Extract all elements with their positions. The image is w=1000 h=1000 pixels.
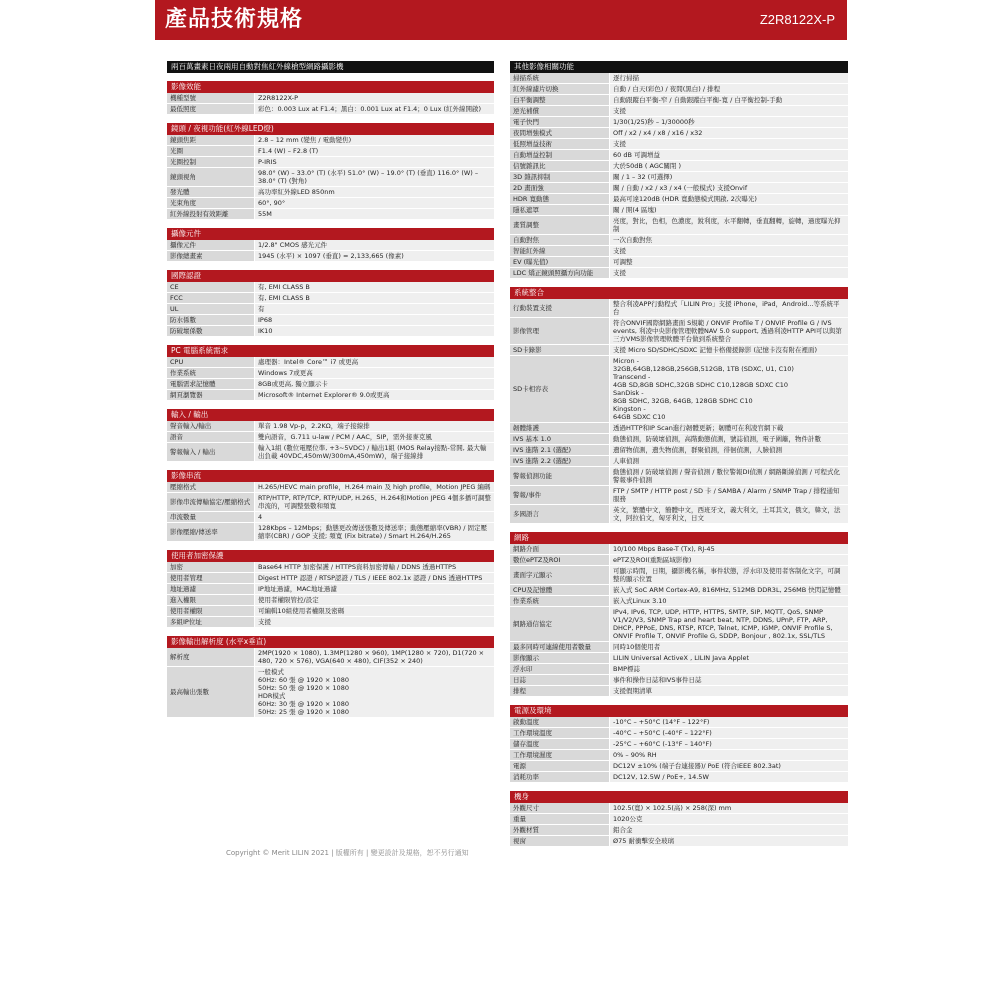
spec-label: 作業系統: [167, 368, 255, 378]
spec-value: 支援: [258, 618, 271, 626]
spec-row: [167, 198, 494, 209]
spec-label: 作業系統: [510, 596, 610, 606]
spec-label: 工作環境溫度: [510, 728, 610, 738]
spec-label: 紅外線投射有效距離: [167, 209, 255, 219]
spec-row: [510, 84, 848, 95]
spec-row: [510, 345, 848, 356]
section-title: 輸入 / 輸出: [167, 409, 494, 421]
spec-value: 亮度，對比，色相，色濃度，銳利度，水平翻轉，垂直翻轉，旋轉，過度曝光抑制: [613, 217, 841, 233]
spec-value: 支援: [613, 247, 626, 255]
spec-row: [510, 596, 848, 607]
spec-value: 可調整: [613, 258, 633, 266]
spec-row: [510, 664, 848, 675]
spec-row: [510, 257, 848, 268]
section-title: 使用者加密保護: [167, 550, 494, 562]
spec-row: [510, 172, 848, 183]
spec-section: [167, 345, 494, 401]
spec-row: [510, 194, 848, 205]
spec-value: DC12V ±10% (端子台連接器)/ PoE (符合IEEE 802.3at): [613, 762, 781, 770]
spec-value: 自動跟蹤白平衡-窄 / 自動跟蹤白平衡-寬 / 白平衡控制-手動: [613, 96, 783, 104]
spec-value: LILIN Universal ActiveX , LILIN Java Applet: [613, 654, 750, 662]
spec-value: 支援假期清單: [613, 687, 652, 695]
spec-value: 1945 (水平) × 1097 (垂直) = 2,133,665 (像素): [258, 252, 404, 260]
spec-row: [510, 139, 848, 150]
spec-value: 支援: [613, 107, 626, 115]
spec-row: [510, 456, 848, 467]
spec-label: 最低照度: [167, 104, 255, 114]
spec-label: 使用者管理: [167, 573, 255, 583]
spec-label: 電子快門: [510, 117, 610, 127]
spec-label: 網路介面: [510, 544, 610, 554]
spec-label: 防水係數: [167, 315, 255, 325]
section-title: PC 電腦系統需求: [167, 345, 494, 357]
spec-value: ePTZ及ROI(重點區域影像): [613, 556, 692, 564]
spec-row: [510, 356, 848, 423]
section-title: 影像串流: [167, 470, 494, 482]
spec-value: 逐行掃描: [613, 74, 639, 82]
section-title: 攝像元件: [167, 228, 494, 240]
spec-value: IP地址過濾，MAC地址過濾: [258, 585, 337, 593]
spec-row: [510, 318, 848, 345]
spec-row: [510, 150, 848, 161]
spec-row: [510, 445, 848, 456]
spec-value: 128Kbps – 12Mbps；動態更改傳送張數及傳送率；動態壓縮率(VBR) / 固定壓縮率(CBR) / GOP 支援; 頻寬 (Fix bitrate) / Smart H.264/H.265: [258, 524, 488, 540]
spec-value: Base64 HTTP 加密保護 / HTTPS資料加密傳輸 / DDNS 透過HTTPS: [258, 563, 457, 571]
spec-value: 支援 Micro SD/SDHC/SDXC 記憶卡格備援錄影 (記憶卡沒有附在裡面): [613, 346, 818, 354]
spec-label: 串流數量: [167, 512, 255, 522]
spec-section: [167, 636, 494, 718]
spec-row: [167, 432, 494, 443]
spec-value: BMP標誌: [613, 665, 640, 673]
spec-row: [167, 368, 494, 379]
right-spec-column: [510, 61, 848, 855]
spec-value: 大於50dB ( AGC關閉 ): [613, 162, 682, 170]
section-title: 影像效能: [167, 81, 494, 93]
spec-value: 有: [258, 305, 265, 313]
spec-row: [167, 293, 494, 304]
spec-label: EV (曝光值): [510, 257, 610, 267]
section-title: 鏡頭 / 夜視功能(紅外線LED燈): [167, 123, 494, 135]
spec-label: SD卡錄影: [510, 345, 610, 355]
spec-label: 防破壞係數: [167, 326, 255, 336]
spec-row: [167, 512, 494, 523]
spec-value: 動態偵測 / 防破壞偵測 / 聲音偵測 / 數位警報DI偵測 / 網路斷線偵測 / 可程式化警報事件偵測: [613, 468, 841, 484]
spec-value: 支援: [613, 269, 626, 277]
spec-label: HDR 寬動態: [510, 194, 610, 204]
spec-row: [167, 251, 494, 262]
spec-value: 關 / 1 – 32 (可選擇): [613, 173, 673, 181]
spec-value: FTP / SMTP / HTTP post / SD 卡 / SAMBA / Alarm / SNMP Trap / 排程通知服務: [613, 487, 840, 503]
spec-row: [167, 443, 494, 462]
spec-value: 4: [258, 513, 263, 521]
spec-row: [167, 304, 494, 315]
section-title: 電源及環境: [510, 705, 848, 717]
spec-value: 透過HTTP和IP Scan進行韌體更新；韌體可在利凌官網下載: [613, 424, 784, 432]
spec-label: 工作環境濕度: [510, 750, 610, 760]
spec-value: 雙向語音，G.711 u-law / PCM / AAC，SIP，需外接麥克風: [258, 433, 432, 441]
spec-row: [510, 95, 848, 106]
spec-row: [510, 205, 848, 216]
spec-label: 自動增益控制: [510, 150, 610, 160]
spec-label: 多國語言: [510, 505, 610, 523]
spec-label: 3D 雜訊抑制: [510, 172, 610, 182]
spec-value: Digest HTTP 認證 / RTSP認證 / TLS / IEEE 802.1x 認證 / DNS 透過HTTPS: [258, 574, 483, 582]
spec-label: 影像管理: [510, 318, 610, 344]
spec-value: Windows 7或更高: [258, 369, 313, 377]
spec-value: 1020公克: [613, 815, 643, 823]
page-header: [155, 0, 847, 40]
spec-label: 數位ePTZ及ROI: [510, 555, 610, 565]
spec-label: 行動裝置支援: [510, 299, 610, 317]
spec-value: 關 / 自動 / x2 / x3 / x4 (一般模式) 支援Onvif: [613, 184, 748, 192]
spec-label: 影像總畫素: [167, 251, 255, 261]
spec-label: 電腦需求記憶體: [167, 379, 255, 389]
spec-label: 聲音輸入/輸出: [167, 421, 255, 431]
spec-label: 警報偵測功能: [510, 467, 610, 485]
spec-value: 鋁合金: [613, 826, 633, 834]
spec-value: Microsoft® Internet Explorer® 9.0或更高: [258, 391, 390, 399]
spec-row: [510, 117, 848, 128]
spec-value: 支援: [613, 140, 626, 148]
section-title: 影像輸出解析度 (水平x垂直): [167, 636, 494, 648]
spec-section: [167, 409, 494, 462]
spec-section: [167, 123, 494, 220]
spec-value: 2MP(1920 × 1080), 1.3MP(1280 × 960), 1MP(1280 × 720), D1(720 × 480, 720 × 576), VGA(640 × 480), CIF(352 × 240): [258, 649, 485, 665]
spec-label: 畫質調整: [510, 216, 610, 234]
spec-value: -10°C – +50°C (14°F – 122°F): [613, 718, 710, 726]
spec-value: 整合利凌APP行動程式「LILIN Pro」支援 iPhone，iPad，Android...等系統平台: [613, 300, 840, 316]
spec-section: [510, 287, 848, 524]
section-title: 機身: [510, 791, 848, 803]
spec-label: 語音: [167, 432, 255, 442]
spec-value: 關 / 開(4 區塊): [613, 206, 657, 214]
spec-label: LDC 矯正鏡頭照攝方向功能: [510, 268, 610, 278]
page-title: 產品技術規格: [165, 7, 304, 32]
spec-label: 浮水印: [510, 664, 610, 674]
spec-row: [510, 235, 848, 246]
spec-label: 電源: [510, 761, 610, 771]
spec-row: [510, 423, 848, 434]
spec-value: DC12V, 12.5W / PoE+, 14.5W: [613, 773, 709, 781]
spec-row: [510, 585, 848, 596]
spec-label: IVS 進階 2.2 (選配): [510, 456, 610, 466]
spec-row: [167, 421, 494, 432]
spec-label: 信號雜訊比: [510, 161, 610, 171]
spec-label: UL: [167, 304, 255, 314]
spec-label: 地址過濾: [167, 584, 255, 594]
spec-label: IVS 基本 1.0: [510, 434, 610, 444]
spec-row: [510, 717, 848, 728]
spec-value: 處理器：Intel® Core™ i7 或更高: [258, 358, 359, 366]
spec-row: [510, 434, 848, 445]
spec-row: [510, 836, 848, 847]
spec-value: 使用者權限管控/設定: [258, 596, 319, 604]
spec-row: [167, 326, 494, 337]
spec-row: [167, 584, 494, 595]
spec-row: [510, 299, 848, 318]
spec-label: 隱私遮罩: [510, 205, 610, 215]
spec-value: 1/30(1/25)秒 – 1/30000秒: [613, 118, 695, 126]
spec-value: 符合ONVIF國際網路畫面 S規範 / ONVIF Profile T / ONVIF Profile G / IVS events, 利凌中央影像管理軟體NAV 5.0 support, 透過利凌HTTP API可以與第三方VMS影像管理軟體平台做到系統整合: [613, 319, 842, 343]
spec-row: [167, 357, 494, 368]
spec-row: [510, 268, 848, 279]
spec-value: 動態偵測，防破壞偵測，高階動態偵測，號誌偵測，電子圍籬，物件計數: [613, 435, 821, 443]
spec-section: [167, 470, 494, 542]
spec-section: [167, 61, 494, 73]
spec-value: 有, EMI CLASS B: [258, 283, 310, 291]
spec-value: 可顯示時間，日期，攝影機名稱，事件狀態，浮水印及使用者客制化文字，可調整的顯示位置: [613, 567, 841, 583]
spec-row: [167, 482, 494, 493]
spec-row: [167, 315, 494, 326]
spec-value: 102.5(寬) × 102.5(高) × 258(深) mm: [613, 804, 732, 812]
spec-row: [510, 505, 848, 524]
spec-value: Ø75 耐衝擊安全玻璃: [613, 837, 674, 845]
spec-row: [167, 146, 494, 157]
spec-label: 影像串流傳輸協定/壓縮格式: [167, 493, 255, 511]
spec-label: 紅外線濾片切換: [510, 84, 610, 94]
spec-row: [167, 135, 494, 146]
spec-label: 啟動溫度: [510, 717, 610, 727]
spec-row: [510, 246, 848, 257]
spec-row: [510, 825, 848, 836]
spec-row: [167, 93, 494, 104]
spec-value: 可編輯10組使用者權限及密碼: [258, 607, 345, 615]
spec-row: [510, 803, 848, 814]
spec-value: 人車偵測: [613, 457, 639, 465]
spec-label: 使用者權限: [167, 606, 255, 616]
spec-label: 2D 畫面強: [510, 183, 610, 193]
spec-row: [167, 379, 494, 390]
spec-label: 影像壓縮/傳送率: [167, 523, 255, 541]
spec-label: 畫面字元顯示: [510, 566, 610, 584]
copyright-notice: Copyright © Merit LILIN 2021 | 版權所有 | 變更設計及規格，恕不另行通知: [226, 849, 469, 857]
spec-row: [510, 761, 848, 772]
spec-row: [510, 653, 848, 664]
spec-value: 10/100 Mbps Base-T (Tx), RJ-45: [613, 545, 715, 553]
spec-label: CPU及記憶體: [510, 585, 610, 595]
spec-value: IPv4, IPv6, TCP, UDP, HTTP, HTTPS, SMTP, SIP, MQTT, QoS, SNMP V1/V2/V3, SNMP Trap and heart beat, NTP, DDNS, UPnP, FTP, ARP, DHCP, PPPoE, DNS, RTSP, RTCP, Telnet, ICMP, IGMP, ONVIF Profile S, ONVIF Profile T, ONVIF Profile G, SDDP, Bonjour , 802.1x, SSL/TLS: [613, 608, 833, 640]
spec-label: 日誌: [510, 675, 610, 685]
spec-value: Off / x2 / x4 / x8 / x16 / x32: [613, 129, 703, 137]
spec-label: 影像顯示: [510, 653, 610, 663]
spec-label: 鏡頭焦距: [167, 135, 255, 145]
spec-label: CE: [167, 282, 255, 292]
spec-label: 網頁瀏覽器: [167, 390, 255, 400]
spec-label: 進入權限: [167, 595, 255, 605]
spec-row: [167, 240, 494, 251]
spec-value: Z2R8122X-P: [258, 94, 299, 102]
spec-label: 光圈控制: [167, 157, 255, 167]
spec-row: [510, 216, 848, 235]
spec-value: Micron - 32GB,64GB,128GB,256GB,512GB, 1TB (SDXC, U1, C10) Transcend - 4GB SD,8GB SDHC,32GB SDHC C10,128GB SDXC C10 SanDisk - 8GB SDHC, 32GB, 64GB, 128GB SDHC C10 Kingston - 64GB SDXC C10: [613, 357, 794, 421]
spec-row: [510, 750, 848, 761]
spec-value: 0% – 90% RH: [613, 751, 657, 759]
spec-row: [167, 595, 494, 606]
spec-row: [167, 617, 494, 628]
spec-label: 消耗功率: [510, 772, 610, 782]
spec-value: 嵌入式Linux 3.10: [613, 597, 667, 605]
spec-label: 智能紅外線: [510, 246, 610, 256]
spec-row: [510, 486, 848, 505]
spec-row: [167, 573, 494, 584]
spec-label: 發光體: [167, 187, 255, 197]
spec-value: 一次自動對焦: [613, 236, 652, 244]
spec-label: 壓縮格式: [167, 482, 255, 492]
spec-value: 輸入1組 (數位電壓位準, +3~5VDC) / 輸出1組 (MOS Relay接點-常開, 最大輸出負載 40VDC,450mW/300mA,450mW)，端子接線排: [258, 444, 487, 460]
spec-row: [167, 667, 494, 718]
spec-row: [167, 648, 494, 667]
spec-label: 最高輸出張數: [167, 667, 255, 717]
spec-label: 警報輸入 / 輸出: [167, 443, 255, 461]
spec-section: [510, 61, 848, 279]
spec-value: 事件和操作日誌和IVS事件日誌: [613, 676, 702, 684]
spec-value: P-IRIS: [258, 158, 277, 166]
spec-label: 外觀材質: [510, 825, 610, 835]
spec-value: 嵌入式 SoC ARM Cortex-A9, 816MHz, 512MB DDR3L, 256MB 快閃記憶體: [613, 586, 841, 594]
spec-label: CPU: [167, 357, 255, 367]
section-title: 網路: [510, 532, 848, 544]
spec-row: [167, 104, 494, 115]
spec-label: 最多同時可連線使用者數量: [510, 642, 610, 652]
spec-value: 最高可達120dB (HDR 寬動態模式開啟, 2次曝光): [613, 195, 757, 203]
spec-label: 光束角度: [167, 198, 255, 208]
spec-label: FCC: [167, 293, 255, 303]
spec-value: RTP/HTTP, RTP/TCP, RTP/UDP, H.265、H.264和Motion JPEG 4個多播可調整串流的，可調整張數和頻寬: [258, 494, 491, 510]
spec-value: 8GB或更高, 獨立顯示卡: [258, 380, 328, 388]
spec-section: [510, 705, 848, 783]
spec-label: 白平衡調整: [510, 95, 610, 105]
section-title: 國際認證: [167, 270, 494, 282]
spec-section: [510, 791, 848, 847]
spec-value: 英文，繁體中文，簡體中文，西班牙文，義大利文，土耳其文，俄文，韓文，法文，阿拉伯文，匈牙利文，日文: [613, 506, 841, 522]
section-title: 系統整合: [510, 287, 848, 299]
section-title: 其他影像相關功能: [510, 61, 848, 73]
spec-row: [167, 493, 494, 512]
spec-label: 自動對焦: [510, 235, 610, 245]
spec-row: [167, 168, 494, 187]
spec-row: [510, 607, 848, 642]
spec-section: [167, 270, 494, 337]
spec-value: 有, EMI CLASS B: [258, 294, 310, 302]
spec-value: -40°C – +50°C (-40°F – 122°F): [613, 729, 712, 737]
spec-row: [510, 161, 848, 172]
spec-row: [510, 739, 848, 750]
spec-value: 60°, 90°: [258, 199, 286, 207]
spec-label: 韌體維護: [510, 423, 610, 433]
model-number: Z2R8122X-P: [759, 12, 835, 27]
spec-value: H.265/HEVC main profile，H.264 main 及 high profile，Motion JPEG 編碼: [258, 483, 491, 491]
spec-row: [167, 209, 494, 220]
spec-section: [510, 532, 848, 697]
spec-value: 2.8 – 12 mm (變焦 / 電動變焦): [258, 136, 352, 144]
spec-value: F1.4 (W) – F2.8 (T): [258, 147, 319, 155]
spec-value: IK10: [258, 327, 273, 335]
spec-row: [167, 562, 494, 573]
spec-value: 98.0° (W) – 33.0° (T) (水平) 51.0° (W) – 19.0° (T) (垂直) 116.0° (W) – 38.0° (T) (對角): [258, 169, 479, 185]
spec-row: [510, 128, 848, 139]
spec-label: 低照增益技術: [510, 139, 610, 149]
spec-row: [510, 555, 848, 566]
spec-row: [510, 686, 848, 697]
spec-row: [510, 183, 848, 194]
spec-row: [510, 467, 848, 486]
spec-label: 重量: [510, 814, 610, 824]
spec-row: [510, 642, 848, 653]
spec-row: [510, 73, 848, 84]
spec-value: -25°C – +60°C (-13°F – 140°F): [613, 740, 712, 748]
spec-value: 彩色：0.003 Lux at F1.4；黑白：0.001 Lux at F1.4；0 Lux (紅外線開啟): [258, 105, 482, 113]
spec-row: [167, 157, 494, 168]
spec-section: [167, 228, 494, 262]
spec-row: [167, 282, 494, 293]
spec-row: [167, 390, 494, 401]
spec-label: 鏡頭視角: [167, 168, 255, 186]
spec-label: 多組IP位址: [167, 617, 255, 627]
spec-label: 儲存溫度: [510, 739, 610, 749]
spec-row: [510, 728, 848, 739]
spec-value: IP68: [258, 316, 273, 324]
spec-value: 1/2.8" CMOS 感光元件: [258, 241, 328, 249]
spec-value: 一般模式 60Hz: 60 張 @ 1920 × 1080 50Hz: 50 張 @ 1920 × 1080 HDR模式 60Hz: 30 張 @ 1920 × 1080 50Hz: 25 張 @ 1920 × 1080: [258, 668, 349, 716]
spec-label: 外觀尺寸: [510, 803, 610, 813]
spec-label: 攝像元件: [167, 240, 255, 250]
spec-value: 同時10個使用者: [613, 643, 661, 651]
spec-section: [167, 550, 494, 628]
spec-label: 光圈: [167, 146, 255, 156]
spec-row: [167, 523, 494, 542]
spec-label: 機種型號: [167, 93, 255, 103]
spec-label: 夜間增強模式: [510, 128, 610, 138]
spec-row: [510, 106, 848, 117]
spec-value: 60 dB 可調增益: [613, 151, 660, 159]
spec-value: 自動 / 白天(彩色) / 夜間(黑白) / 排程: [613, 85, 721, 93]
spec-value: 55M: [258, 210, 272, 218]
spec-row: [510, 772, 848, 783]
spec-label: 視窗: [510, 836, 610, 846]
spec-label: 掃描系統: [510, 73, 610, 83]
spec-label: SD卡相容表: [510, 356, 610, 422]
spec-row: [510, 544, 848, 555]
spec-row: [510, 675, 848, 686]
spec-value: 遺留物偵測，遺失物偵測，群聚偵測，徘徊偵測，人臉偵測: [613, 446, 782, 454]
spec-label: 排程: [510, 686, 610, 696]
spec-value: 高功率紅外線LED 850nm: [258, 188, 335, 196]
spec-label: 警報/事件: [510, 486, 610, 504]
spec-label: IVS 進階 2.1 (選配): [510, 445, 610, 455]
spec-row: [167, 606, 494, 617]
spec-section: [167, 81, 494, 115]
spec-label: 逆光補償: [510, 106, 610, 116]
spec-label: 解析度: [167, 648, 255, 666]
spec-row: [167, 187, 494, 198]
section-title: 兩百萬畫素日夜兩用自動對焦紅外線槍型網路攝影機: [167, 61, 494, 73]
left-spec-column: [167, 61, 494, 726]
spec-row: [510, 814, 848, 825]
spec-row: [510, 566, 848, 585]
spec-label: 加密: [167, 562, 255, 572]
spec-label: 網路通信協定: [510, 607, 610, 641]
spec-value: 單音 1.98 Vp-p，2.2KΩ，端子接線排: [258, 422, 370, 430]
